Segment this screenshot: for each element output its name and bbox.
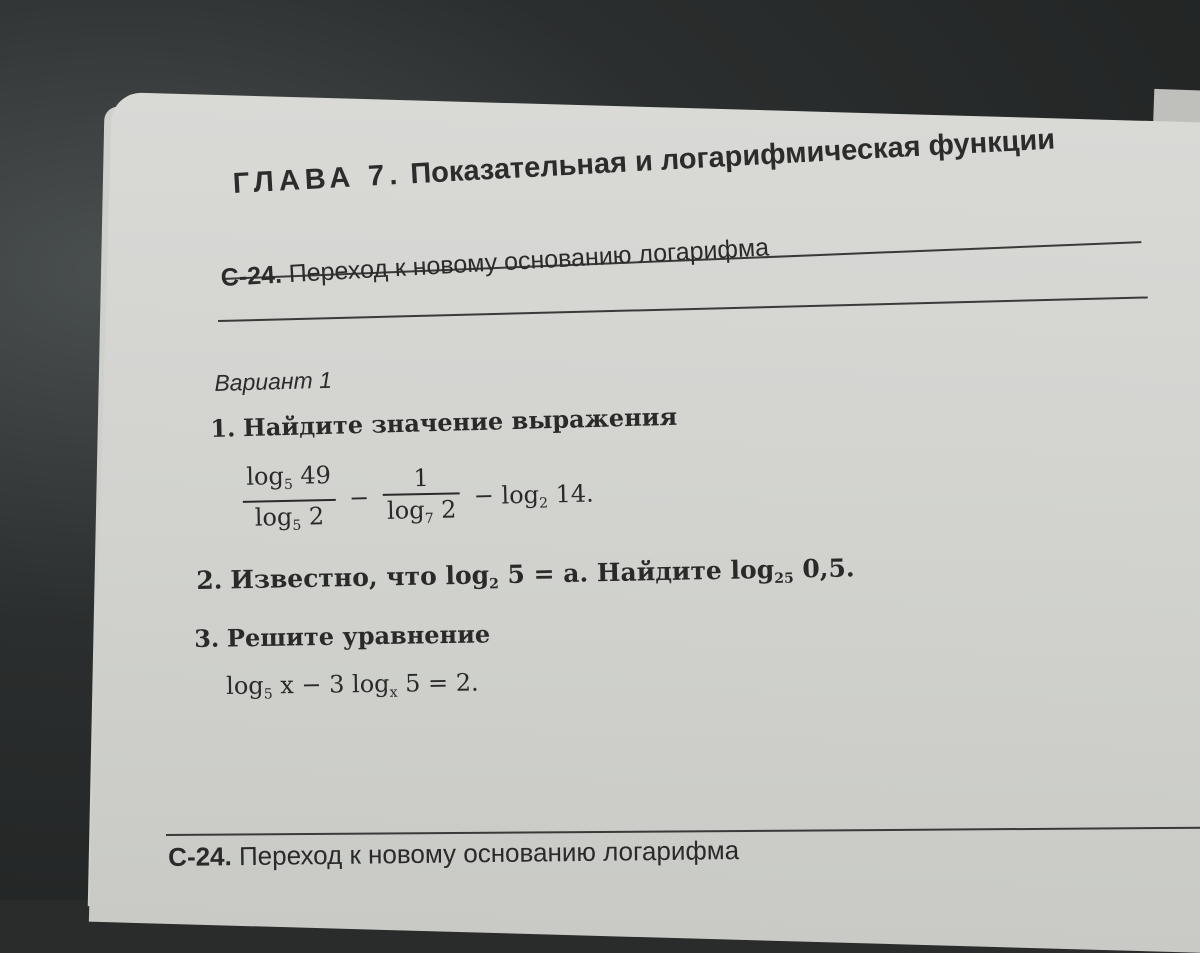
task-2-number: 2. [196, 565, 223, 595]
footer-rule [166, 827, 1200, 836]
section-code: С-24. [220, 260, 283, 292]
footer-section-title: Переход к новому основанию логарифма [238, 835, 740, 872]
task-1-expression [236, 455, 595, 542]
minus-sign: − [348, 483, 370, 513]
chapter-label: ГЛАВА 7. [232, 158, 404, 200]
task-2 [196, 553, 855, 598]
chapter-heading [232, 123, 1056, 200]
fraction-1-numerator: $\log_5 49$ [242, 460, 335, 503]
section-rule-bottom [218, 296, 1148, 322]
fraction-2-numerator: 1 [382, 462, 460, 496]
task-3 [194, 619, 490, 653]
fraction-2-denominator: $\log_7 2$ [386, 494, 457, 527]
task-2-text: Известно, что $\log_2 5 = a$. Найдите $\log_{25} 0,5$. [230, 553, 855, 595]
fraction-1-denominator: $\log_5 2$ [254, 502, 325, 534]
task-3-equation: $\log_5 x - 3$ $\log_x 5 = 2$. [226, 668, 479, 703]
chapter-title: Показательная и логарифмическая функции [409, 123, 1056, 191]
expression-tail: − $\log_2 14$. [473, 479, 594, 512]
fraction-2 [382, 462, 461, 535]
task-3-text: Решите уравнение [226, 619, 491, 653]
footer-section-code: С-24. [168, 841, 232, 872]
task-3-number: 3. [194, 623, 220, 653]
task-1-number: 1. [210, 413, 236, 443]
section-heading [220, 233, 770, 293]
footer-section-heading [168, 835, 739, 873]
fraction-1 [242, 460, 336, 542]
task-1 [210, 402, 678, 443]
task-1-text: Найдите значение выражения [242, 401, 678, 443]
section-title: Переход к новому основанию логарифма [287, 233, 770, 289]
variant-label: Вариант 1 [214, 366, 333, 396]
